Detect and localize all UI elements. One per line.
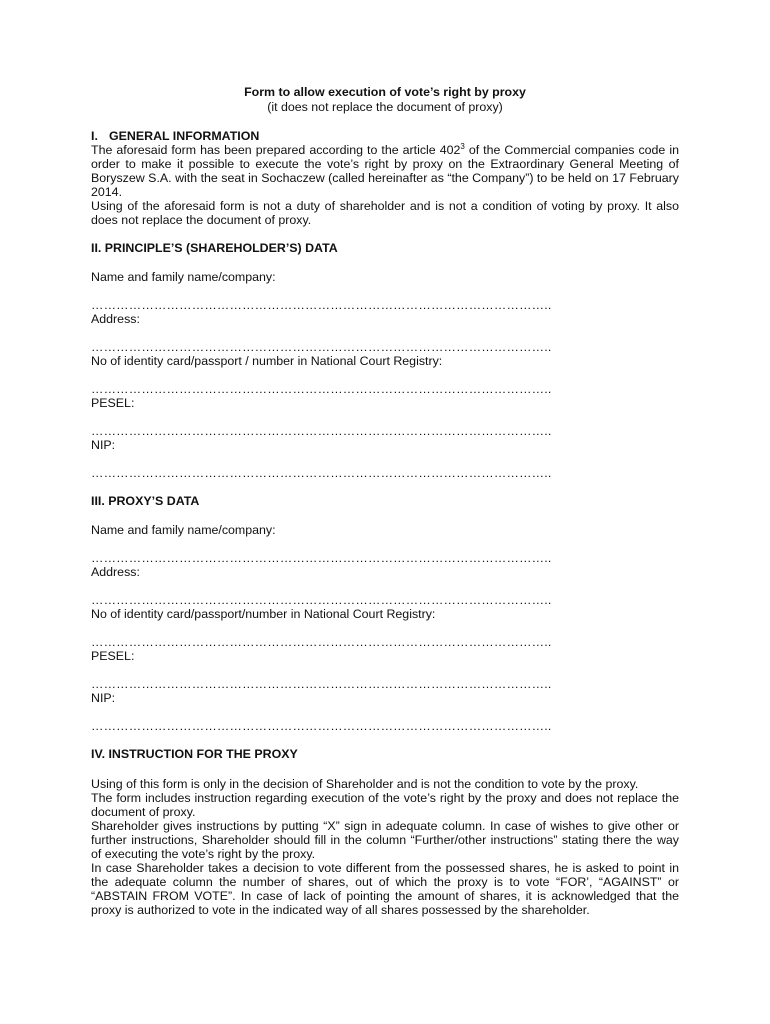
proxy-nip-field[interactable]: ………………………………………………………………………………………………..: [91, 719, 552, 733]
section-number: I.: [91, 129, 98, 143]
general-paragraph-2: Using of the aforesaid form is not a duty of shareholder and is not a condition of voting by proxy. It also does not replace the document of proxy.: [91, 199, 679, 227]
instruction-paragraph-1: Using of this form is only in the decision of Shareholder and is not the condition to vote by the proxy.: [91, 777, 639, 791]
principal-pesel-label: PESEL:: [91, 396, 135, 410]
proxy-name-field[interactable]: ………………………………………………………………………………………………..: [91, 551, 552, 565]
proxy-pesel-field[interactable]: ………………………………………………………………………………………………..: [91, 677, 552, 691]
section-heading-general: [91, 129, 679, 143]
section-general-information: [91, 129, 679, 227]
document-subtitle: (it does not replace the document of proxy): [267, 100, 503, 114]
document-title: Form to allow execution of vote’s right by proxy: [244, 85, 526, 99]
instruction-paragraph-2: The form includes instruction regarding execution of the vote’s right by the proxy and does not replace the document of proxy.: [91, 791, 679, 819]
instruction-paragraph-4: In case Shareholder takes a decision to vote different from the possessed shares, he is asked to point in the adequate column the number of shares, out of which the proxy is to vote “FOR’, “AGAINST” or “ABSTAIN FROM VOTE”. In case of lack of pointing the amount of shares, it is acknowledged that the proxy is authorized to vote in the indicated way of all shares possessed by the shareholder.: [91, 861, 679, 917]
section-principal-data: [91, 241, 679, 480]
instruction-paragraph-3: Shareholder gives instructions by putting “X” sign in adequate column. In case of wishes to give other or further instructions, Shareholder should fill in the column “Further/other instructions” stating there the way of executing the vote’s right by the proxy.: [91, 819, 679, 861]
section-heading-proxy: III. PROXY’S DATA: [91, 494, 200, 508]
proxy-id-field[interactable]: ………………………………………………………………………………………………..: [91, 635, 552, 649]
section-title: GENERAL INFORMATION: [109, 129, 260, 143]
principal-id-label: No of identity card/passport / number in National Court Registry:: [91, 354, 443, 368]
principal-id-field[interactable]: ………………………………………………………………………………………………..: [91, 382, 552, 396]
title-block: [91, 85, 679, 115]
paragraph-text: of the Commercial companies code in order to make it possible to execute the vote’s right by proxy on the Extraordinary General Meeting of Boryszew S.A. with the seat in Sochaczew (called hereinafter as “the Company”) to be held on 17 February 2014.: [91, 143, 679, 199]
proxy-address-field[interactable]: ………………………………………………………………………………………………..: [91, 593, 552, 607]
proxy-nip-label: NIP:: [91, 691, 116, 705]
superscript: 3: [460, 141, 465, 151]
principal-pesel-field[interactable]: ………………………………………………………………………………………………..: [91, 424, 552, 438]
proxy-pesel-label: PESEL:: [91, 649, 135, 663]
document-page: [91, 85, 679, 917]
section-instruction: [91, 747, 679, 917]
general-paragraph-1: [91, 143, 679, 199]
principal-address-field[interactable]: ………………………………………………………………………………………………..: [91, 340, 552, 354]
principal-nip-label: NIP:: [91, 438, 116, 452]
principal-name-label: Name and family name/company:: [91, 270, 276, 284]
section-heading-principal: II. PRINCIPLE’S (SHAREHOLDER’S) DATA: [91, 241, 338, 255]
paragraph-text: The aforesaid form has been prepared according to the article 402: [91, 143, 461, 157]
proxy-name-label: Name and family name/company:: [91, 523, 276, 537]
section-heading-instruction: IV. INSTRUCTION FOR THE PROXY: [91, 747, 298, 761]
section-proxy-data: [91, 494, 679, 733]
proxy-address-label: Address:: [91, 565, 140, 579]
principal-name-field[interactable]: ………………………………………………………………………………………………..: [91, 298, 552, 312]
principal-nip-field[interactable]: ………………………………………………………………………………………………..: [91, 466, 552, 480]
proxy-id-label: No of identity card/passport/number in National Court Registry:: [91, 607, 436, 621]
principal-address-label: Address:: [91, 312, 140, 326]
